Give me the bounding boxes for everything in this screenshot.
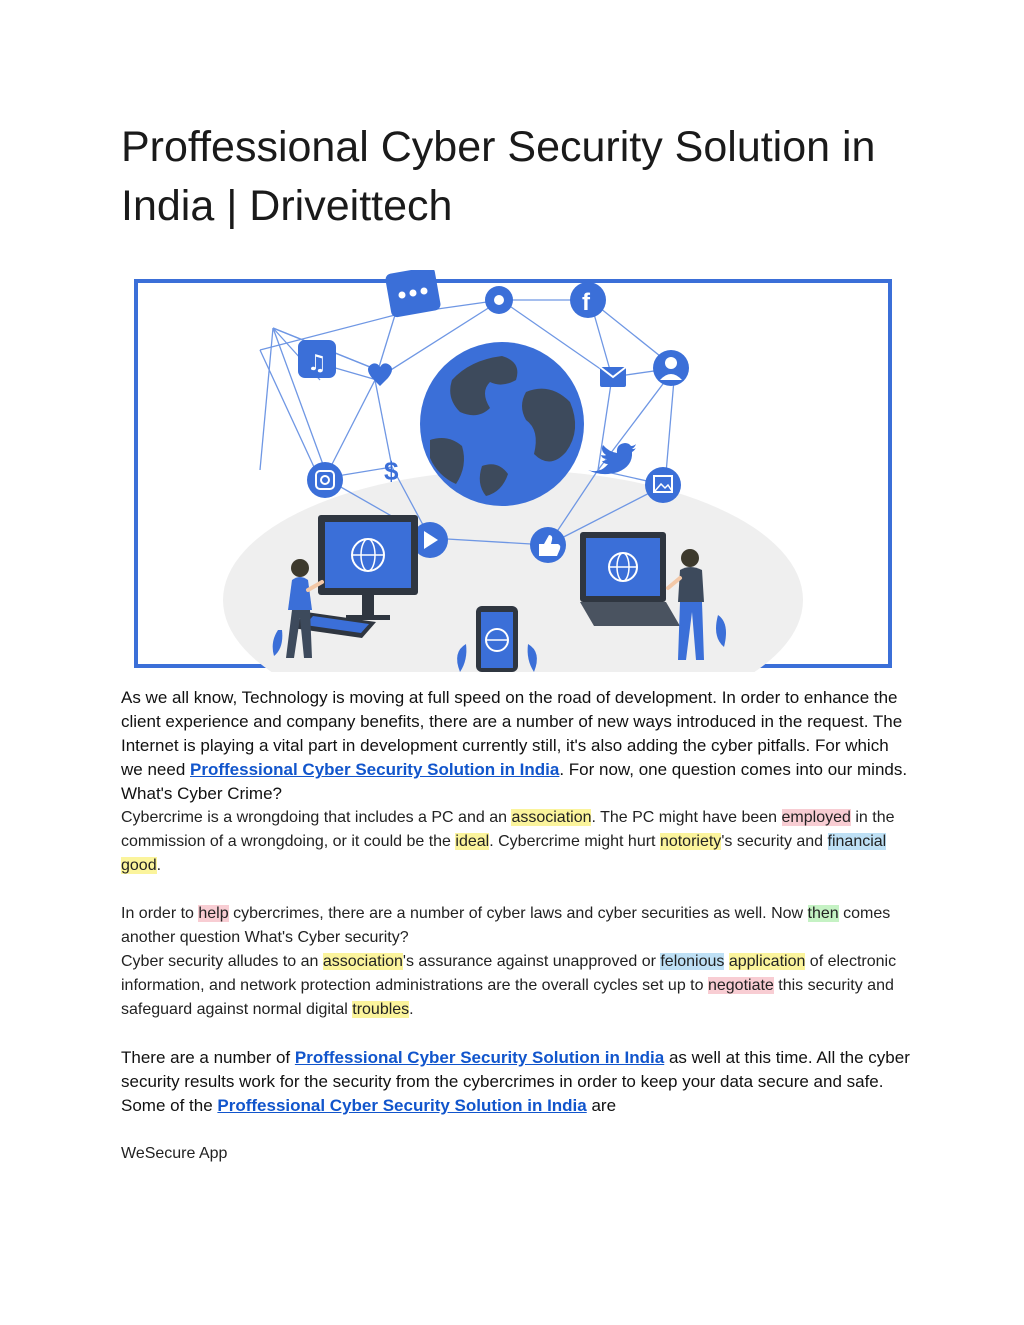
dollar-icon <box>384 456 399 486</box>
right-laptop <box>580 532 680 626</box>
svg-text:$: $ <box>384 456 399 486</box>
heart-icon <box>368 363 392 386</box>
wesecure-app-heading: WeSecure App <box>121 1145 228 1162</box>
solution-link-3[interactable]: Proffessional Cyber Security Solution in India <box>217 1096 587 1115</box>
highlight-financial: financial <box>827 833 887 850</box>
highlight-help: help <box>198 905 229 922</box>
location-pin-icon <box>485 286 513 314</box>
svg-text:♫: ♫ <box>307 351 327 376</box>
image-icon <box>645 467 681 503</box>
paragraph-cybersecurity: Cyber security alludes to an association's assurance against unapproved or felonious application of electronic information, and network protection administrations are the overall cycles set up to negotiate this security and safeguard against normal digital troubles. <box>121 953 897 1018</box>
twitter-icon <box>588 443 636 474</box>
highlight-felonious: felonious <box>660 953 725 970</box>
paragraph-some-solutions: Some of the Proffessional Cyber Security Solution in India are <box>121 1096 617 1115</box>
paragraph-gap <box>121 1118 911 1142</box>
paragraph-cybercrime: Cybercrime is a wrongdoing that includes a PC and an association. The PC might have been employed in the commission of a wrongdoing, or it could be the ideal. Cybercrime might hurt notoriety's security and financial good. <box>121 809 895 874</box>
highlight-employed: employed <box>781 809 851 826</box>
highlight-notoriety: notoriety <box>659 833 722 850</box>
paragraph-intro: As we all know, Technology is moving at full speed on the road of development. In order to enhance the client experience and company benefits, there are a number of new ways introduced in the request. The Internet is playing a vital part in development currently still, it's also adding the cyber pitfalls. For which we need Proffessional Cyber Security Solution in India. For now, one question comes into our minds. What's Cyber Crime? <box>121 688 908 803</box>
like-icon <box>530 527 566 563</box>
highlight-troubles: troubles <box>352 1001 410 1018</box>
chat-icon <box>385 270 442 318</box>
instagram-icon <box>307 462 343 498</box>
paragraph-gap <box>121 1022 911 1046</box>
solution-link-1[interactable]: Proffessional Cyber Security Solution in India <box>190 760 560 779</box>
globe-icon <box>420 342 584 506</box>
svg-text:f: f <box>582 289 590 316</box>
highlight-good: good <box>121 857 157 874</box>
user-icon <box>653 350 689 386</box>
paragraph-cyberlaws: In order to help cybercrimes, there are a number of cyber laws and cyber securities as well. Now then comes another question What's Cyber security? <box>121 905 891 946</box>
paragraph-solutions: There are a number of Proffessional Cyber Security Solution in India as well at this time. All the cyber security results work for the security from the cybercrimes in order to keep your data secure and safe. <box>121 1048 910 1091</box>
music-icon <box>298 340 336 378</box>
highlight-ideal: ideal <box>455 833 490 850</box>
solution-link-2[interactable]: Proffessional Cyber Security Solution in India <box>294 1048 665 1067</box>
page-title: Proffessional Cyber Security Solution in India | Driveittech <box>121 123 876 230</box>
paragraph-gap <box>121 878 911 902</box>
globe-network-illustration-icon <box>130 270 896 672</box>
article-body <box>121 686 911 1166</box>
facebook-icon <box>570 282 606 318</box>
highlight-association-2: association <box>322 953 403 970</box>
highlight-negotiate: negotiate <box>707 977 774 994</box>
highlight-then: then <box>807 905 839 922</box>
mail-icon <box>600 367 626 387</box>
highlight-association: association <box>511 809 592 826</box>
highlight-application: application <box>728 953 806 970</box>
